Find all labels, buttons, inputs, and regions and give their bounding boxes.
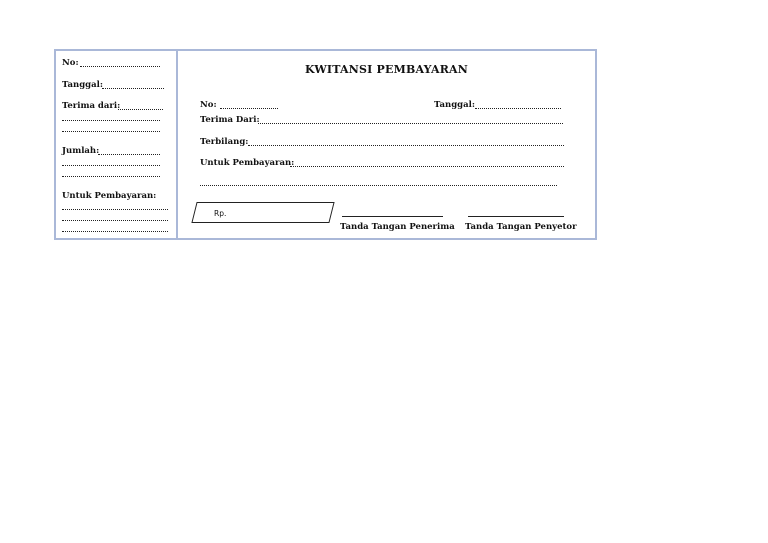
stub-tanggal-label: Tanggal:	[62, 80, 103, 90]
main-untuk-pembayaran-line	[290, 166, 564, 167]
main-untuk-pembayaran-line-2	[200, 185, 557, 186]
stub-untuk-pembayaran-line-1	[62, 209, 168, 210]
stub-terima-dari-line-2	[62, 120, 160, 121]
penerima-signature-label: Tanda Tangan Penerima	[340, 222, 455, 232]
penyetor-signature-line	[468, 216, 564, 217]
rp-label: Rp.	[214, 209, 227, 218]
stub-no-line	[80, 66, 160, 67]
receipt-main	[178, 51, 595, 238]
stub-jumlah-line	[98, 154, 160, 155]
main-untuk-pembayaran-label: Untuk Pembayaran:	[200, 158, 295, 168]
stub-untuk-pembayaran-label: Untuk Pembayaran:	[62, 191, 157, 201]
receipt-stub	[56, 51, 178, 238]
main-untuk-pembayaran-field[interactable]	[200, 158, 294, 168]
stub-untuk-pembayaran-line-3	[62, 231, 168, 232]
stub-tanggal-line	[102, 88, 164, 89]
main-terbilang-line	[248, 145, 564, 146]
stub-terima-dari-label: Terima dari:	[62, 101, 121, 111]
main-terima-dari-field[interactable]	[200, 115, 260, 125]
main-terbilang-field[interactable]	[200, 137, 248, 147]
main-tanggal-line	[475, 108, 561, 109]
main-tanggal-field[interactable]	[434, 100, 475, 110]
stub-terima-dari-line	[118, 109, 163, 110]
stub-jumlah-line-3	[62, 176, 160, 177]
stub-no-field[interactable]	[62, 58, 79, 68]
stub-untuk-pembayaran-field[interactable]	[62, 191, 156, 201]
stub-tanggal-field[interactable]	[62, 80, 103, 90]
main-tanggal-label: Tanggal:	[434, 100, 475, 110]
main-terbilang-label: Terbilang:	[200, 137, 249, 147]
main-terima-dari-line	[258, 123, 563, 124]
stub-terima-dari-line-3	[62, 131, 160, 132]
stub-untuk-pembayaran-line-2	[62, 220, 168, 221]
amount-box[interactable]	[191, 202, 334, 223]
receipt-form	[54, 49, 597, 240]
main-no-field[interactable]	[200, 100, 217, 110]
stub-no-label: No:	[62, 58, 79, 68]
penyetor-signature-label: Tanda Tangan Penyetor	[465, 222, 577, 232]
stub-jumlah-field[interactable]	[62, 146, 99, 156]
main-terima-dari-label: Terima Dari:	[200, 115, 260, 125]
receipt-title: KWITANSI PEMBAYARAN	[304, 63, 469, 76]
stub-jumlah-label: Jumlah:	[62, 146, 100, 156]
penerima-signature-line	[342, 216, 443, 217]
stub-jumlah-line-2	[62, 165, 160, 166]
stub-terima-dari-field[interactable]	[62, 101, 120, 111]
main-no-line	[220, 108, 278, 109]
main-no-label: No:	[200, 100, 217, 110]
